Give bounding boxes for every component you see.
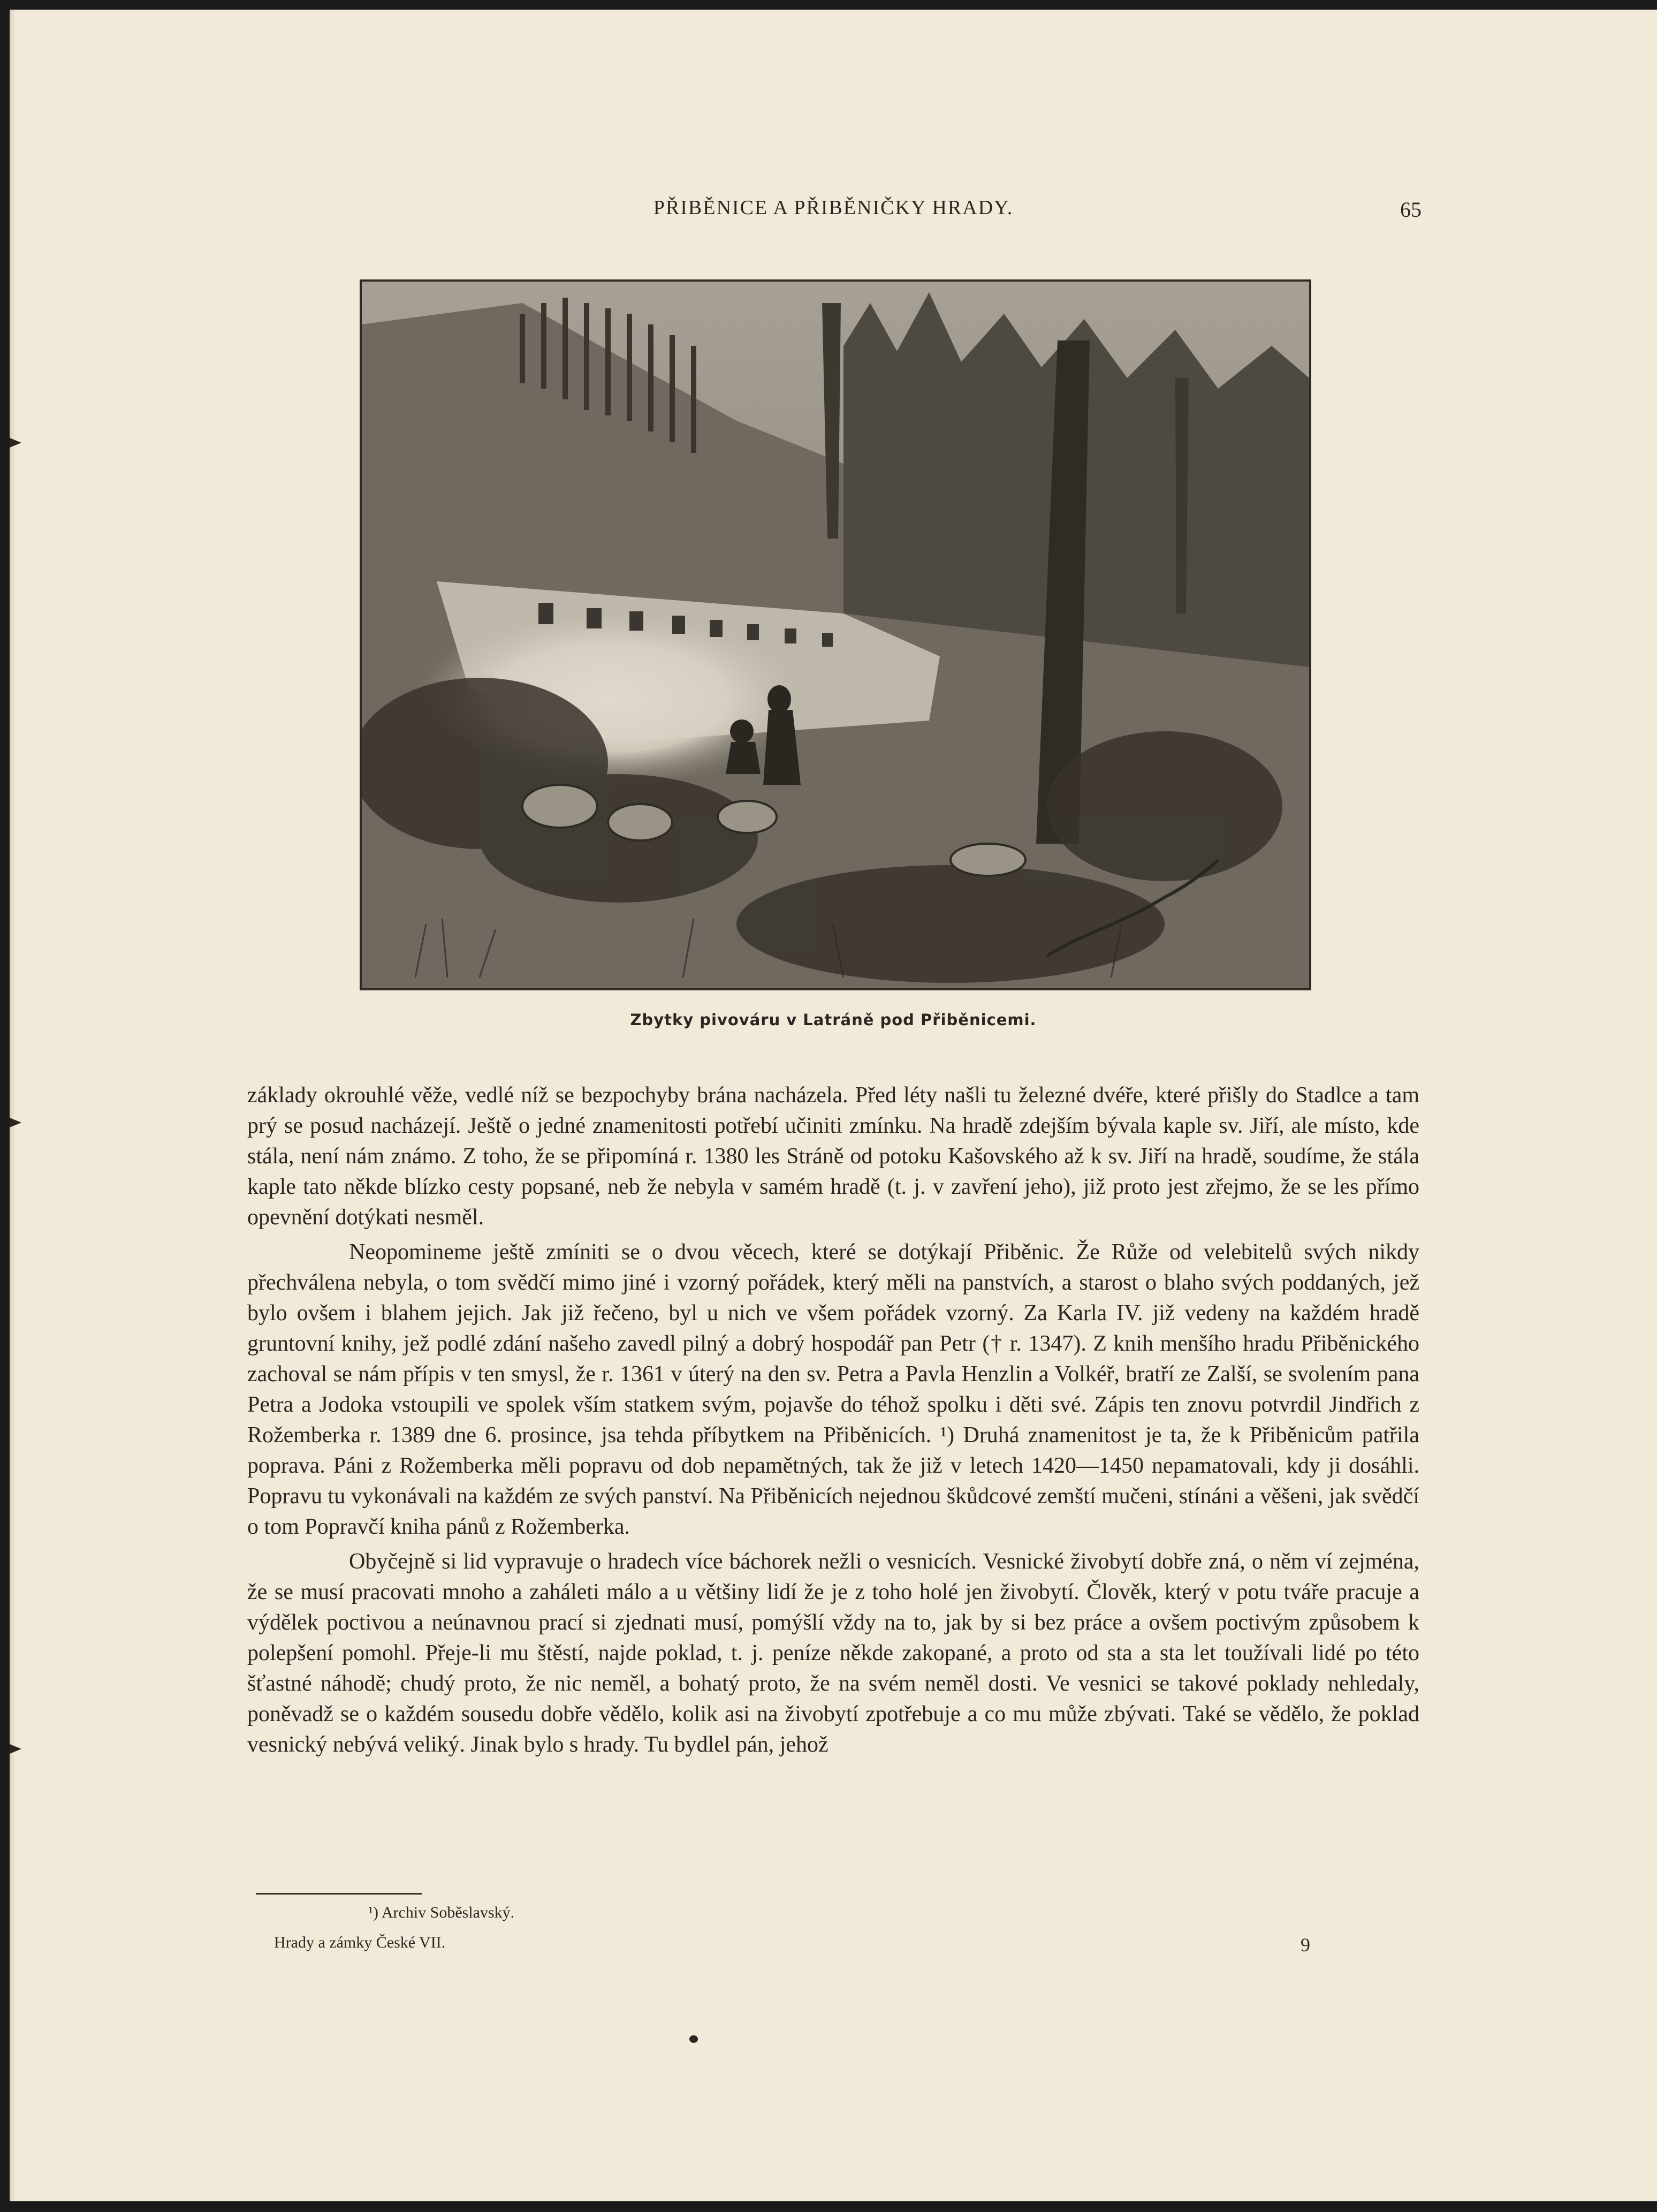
binding-mark bbox=[10, 1118, 21, 1127]
page-edge bbox=[10, 10, 15, 2201]
figure-caption: Zbytky pivováru v Latráně pod Přiběnicemi. bbox=[630, 1011, 1037, 1029]
paragraph-3: Obyčejně si lid vypravuje o hradech více báchorek nežli o vesnicích. Vesnické živobytí dobře zná, o něm ví zejména, že se musí pracovati mnoho a zaháleti málo a u většiny lidí že je z toho holé jen živobytí. Člověk, který v potu tváře pracuje a výdělek poctivou a neúnavnou prací si zjednati musí, pomýšlí vždy na to, jak by si bez práce a ovšem poctivým způsobem k polepšení pomohl. Přeje-li mu štěstí, najde poklad, t. j. peníze někde zakopané, a proto od sta a sta let toužívali lidé po této šťastné náhodě; chudý proto, že nic neměl, a bohatý proto, že na svém neměl dosti. Ve vesnici se takové poklady nehledaly, poněvadž se o každém sousedu dobře vědělo, kolik asi na živobytí zpotřebuje a co mu může zbývati. Také se vědělo, že poklad vesnický nebývá veliký. Jinak bylo s hrady. Tu bydlel pán, jehož bbox=[247, 1549, 1419, 1757]
binding-mark bbox=[10, 438, 21, 448]
book-page bbox=[10, 10, 1657, 2201]
binding-mark bbox=[10, 1744, 21, 1754]
paragraph-2: Neopomineme ještě zmíniti se o dvou věcech, které se dotýkají Přiběnic. Že Růže od velebitelů svých nikdy přechválena nebyla, o tom svědčí mimo jiné i vzorný pořádek, který měli na panstvích, a starost o blaho svých poddaných, jež bylo ovšem i blahem jejich. Jak již řečeno, byl u nich ve všem pořádek vzorný. Za Karla IV. již vedeny na každém hradě gruntovní knihy, jež podlé zdání našeho zavedl pilný a dobrý hospodář pan Petr († r. 1347). Z knih menšího hradu Přiběnického zachoval se nám přípis v ten smysl, že r. 1361 v úterý na den sv. Petra a Pavla Henzlin a Volkéř, bratří ze Zalší, se svolením pana Petra a Jodoka vstoupili ve spolek vším statkem svým, pojavše do téhož spolku i děti své. Zápis ten znovu potvrdil Jindřich z Rožemberka r. 1389 dne 6. prosince, jsa tehda příbytkem na Přiběnicích. ¹) Druhá znamenitost je ta, že k Přiběnicům patřila poprava. Páni z Rožemberka měli popravu od dob nepamětných, tak že již v letech 1420—1450 nepamatovali, kdy ji dosáhli. Popravu tu vykonávali na každém ze svých panství. Na Přiběnicích nejednou škůdcové zemští mučeni, stínáni a věšeni, jak svědčí o tom Popravčí kniha pánů z Rožemberka. bbox=[247, 1240, 1419, 1539]
footnote: ¹) Archiv Soběslavský. bbox=[368, 1904, 515, 1921]
body-text bbox=[247, 1080, 1419, 1760]
footnote-rule bbox=[256, 1893, 422, 1895]
engraving-illustration bbox=[360, 279, 1311, 990]
paragraph-1: základy okrouhlé věže, vedlé níž se bezpochyby brána nacházela. Před léty našli tu železné dvéře, které přišly do Stadlce a tam prý se posud nacházejí. Ještě o jedné znamenitosti potřebí učiniti zmínku. Na hradě zdejším bývala kaple sv. Jiří, ale místo, kde stála, není nám známo. Z toho, že se připomíná r. 1380 les Stráně od potoku Kašovského až k sv. Jiří na hradě, soudíme, že stála kaple tato někde blízko cesty popsané, neb že nebyla v samém hradě (t. j. v zavření jeho), již proto jest zřejmo, že se les přímo opevnění dotýkati nesměl. bbox=[247, 1083, 1419, 1230]
ink-dot bbox=[689, 2035, 698, 2043]
page-number: 65 bbox=[1400, 198, 1422, 222]
sheet-number: 9 bbox=[1301, 1934, 1310, 1956]
signature-line: Hrady a zámky České VII. bbox=[274, 1934, 446, 1951]
running-head: PŘIBĚNICE A PŘIBĚNIČKY HRADY. bbox=[653, 196, 1014, 219]
forest-ruin-engraving bbox=[362, 282, 1309, 988]
